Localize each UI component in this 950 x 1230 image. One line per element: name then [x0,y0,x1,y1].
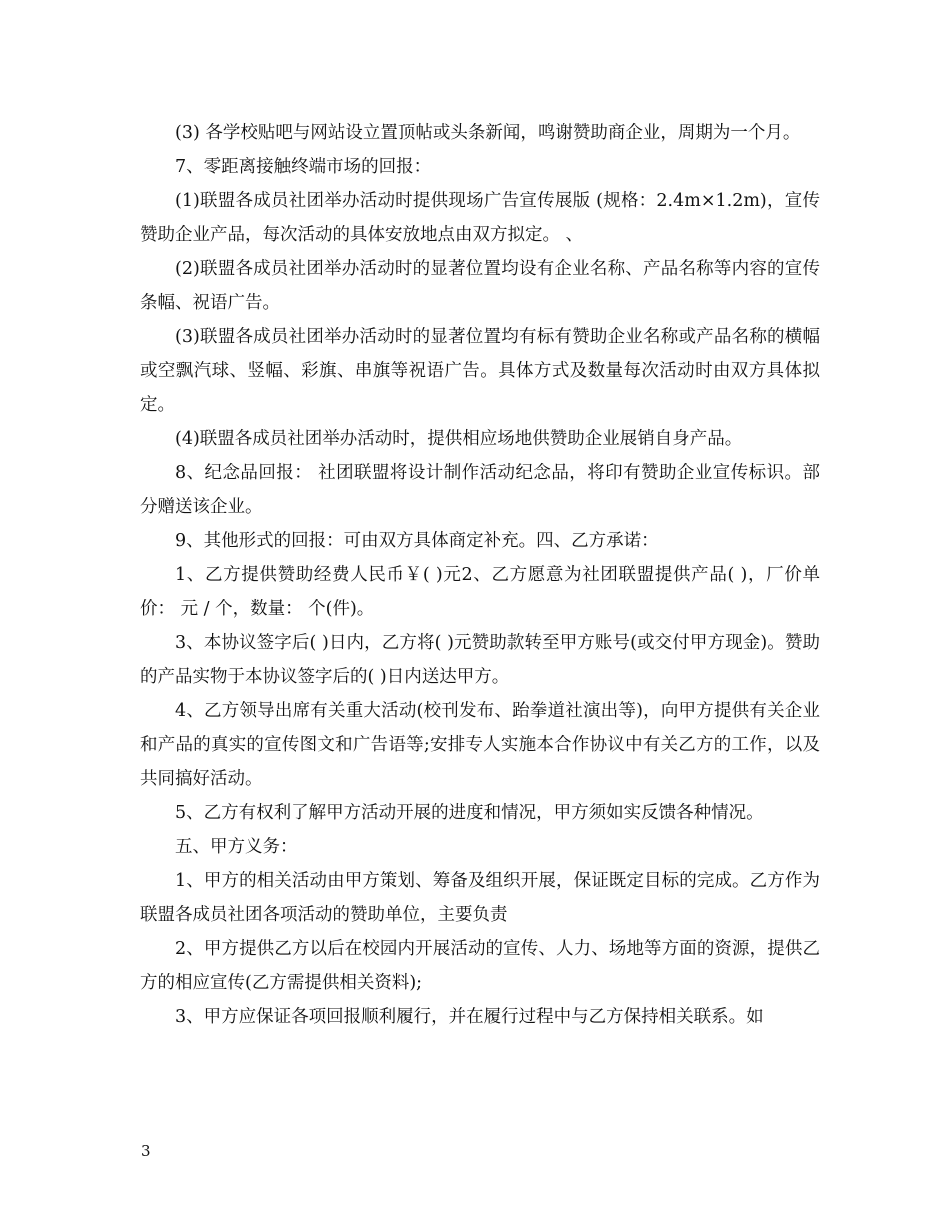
page-number: 3 [141,1142,151,1160]
paragraph: 3、甲方应保证各项回报顺利履行，并在履行过程中与乙方保持相关联系。如 [175,1007,764,1027]
paragraph: 4、乙方领导出席有关重大活动(校刊发布、跆拳道社演出等)，向甲方提供有关企业和产品的真实的宣传图文和广告语等;安排专人实施本合作协议中有关乙方的工作，以及共同搞好活动。 [140,701,820,789]
paragraph: (3)联盟各成员社团举办活动时的显著位置均有标有赞助企业名称或产品名称的横幅或空飘汽球、竖幅、彩旗、串旗等祝语广告。具体方式及数量每次活动时由双方具体拟定。 [140,327,820,415]
paragraph: (3) 各学校贴吧与网站设立置顶帖或头条新闻，鸣谢赞助商企业，周期为一个月。 [175,123,801,143]
paragraph: 5、乙方有权利了解甲方活动开展的进度和情况，甲方须如实反馈各种情况。 [175,803,764,823]
paragraph: 9、其他形式的回报：可由双方具体商定补充。四、乙方承诺： [175,531,659,551]
paragraph: 五、甲方义务： [175,837,298,857]
paragraph: 1、乙方提供赞助经费人民币￥( )元2、乙方愿意为社团联盟提供产品( )，厂价单价： 元 / 个，数量： 个(件)。 [140,565,820,619]
paragraph: 1、甲方的相关活动由甲方策划、筹备及组织开展，保证既定目标的完成。乙方作为联盟各成员社团各项活动的赞助单位，主要负责 [140,871,820,925]
paragraph: (1)联盟各成员社团举办活动时提供现场广告宣传展版 (规格：2.4m×1.2m)，宣传赞助企业产品，每次活动的具体安放地点由双方拟定。 、 [140,191,820,245]
paragraph: 8、纪念品回报： 社团联盟将设计制作活动纪念品，将印有赞助企业宣传标识。部分赠送该企业。 [140,463,820,517]
paragraph: 2、甲方提供乙方以后在校园内开展活动的宣传、人力、场地等方面的资源，提供乙方的相应宣传(乙方需提供相关资料); [140,939,820,993]
paragraph: (4)联盟各成员社团举办活动时，提供相应场地供赞助企业展销自身产品。 [175,429,743,449]
paragraph: 3、本协议签字后( )日内，乙方将( )元赞助款转至甲方账号(或交付甲方现金)。赞助的产品实物于本协议签字后的( )日内送达甲方。 [140,633,820,687]
document-body [140,116,820,1034]
paragraph: 7、零距离接触终端市场的回报： [175,157,432,177]
paragraph: (2)联盟各成员社团举办活动时的显著位置均设有企业名称、产品名称等内容的宣传条幅、祝语广告。 [140,259,820,313]
